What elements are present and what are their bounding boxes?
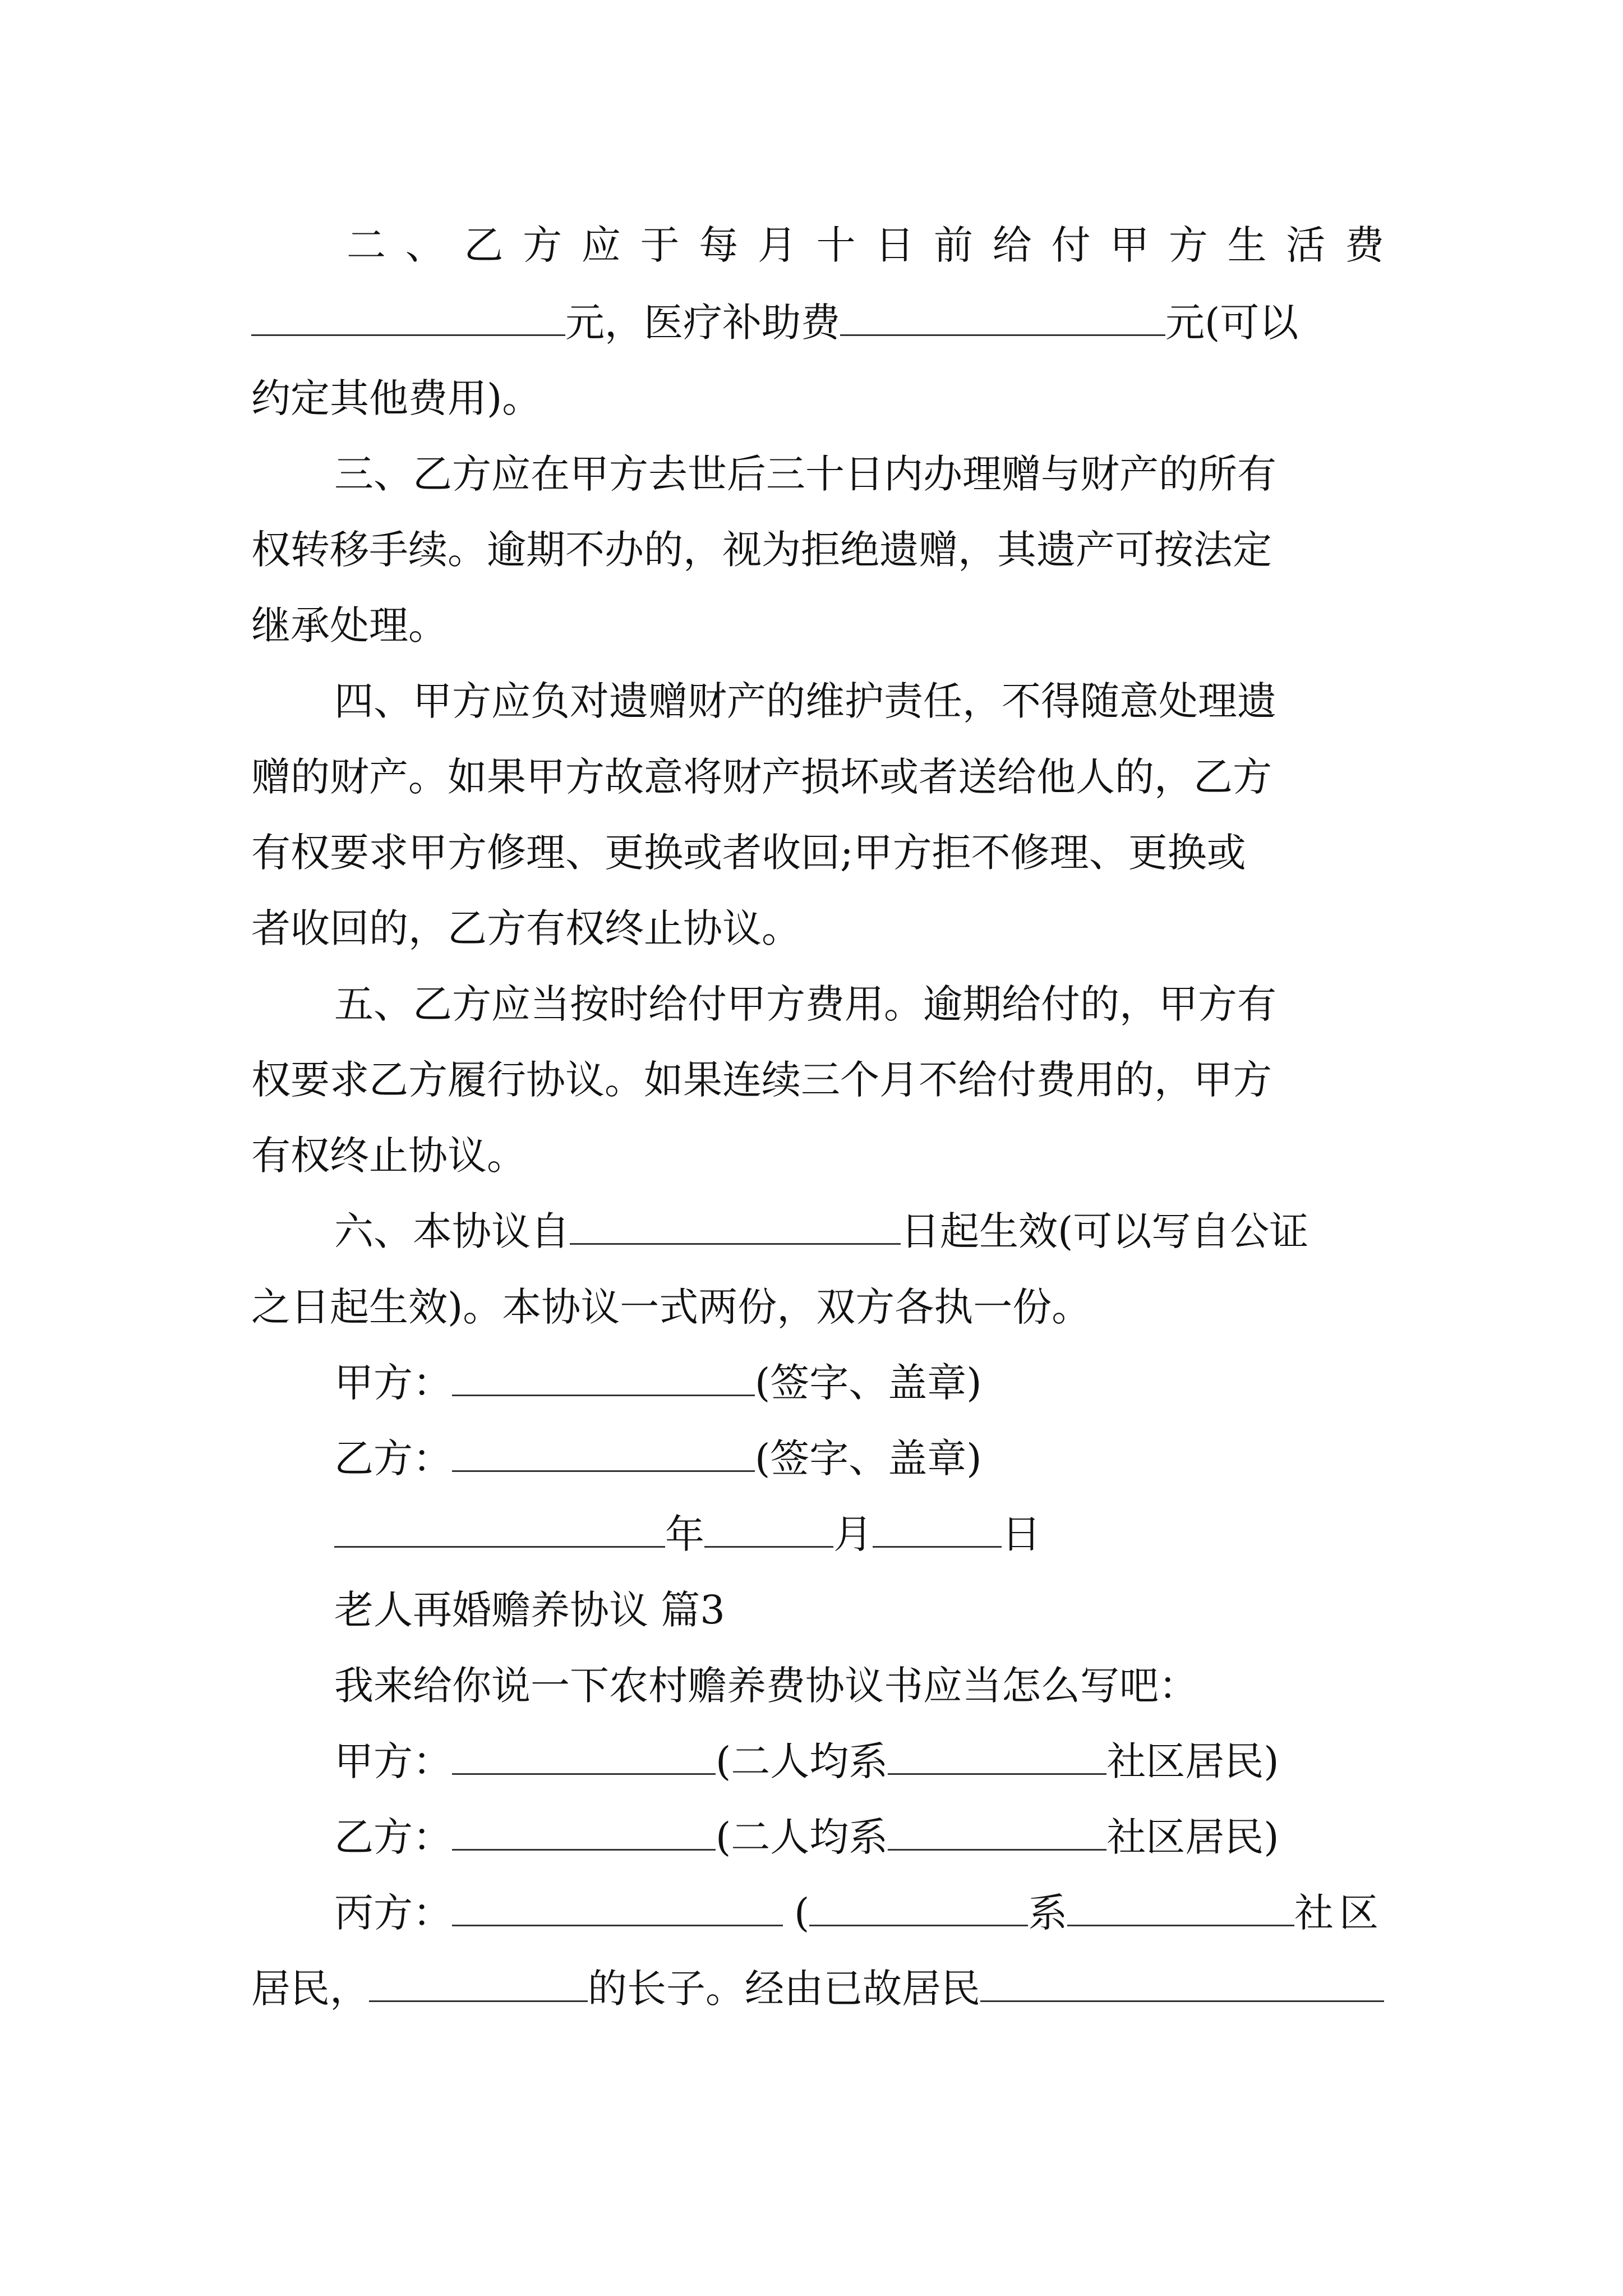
clause-5-text-2: 权要求乙方履行协议。如果连续三个月不给付费用的，甲方 bbox=[251, 1057, 1272, 1103]
clause-6-line-1 bbox=[251, 1200, 1384, 1262]
year-blank[interactable] bbox=[334, 1545, 665, 1548]
section-3-heading bbox=[251, 1579, 1384, 1641]
clause-4-line-3 bbox=[251, 822, 1384, 884]
s3-party-c-community: 社区 bbox=[1294, 1890, 1384, 1936]
s3-party-c-label: 丙方： bbox=[334, 1890, 452, 1936]
clause-4-text-3: 有权要求甲方修理、更换或者收回;甲方拒不修理、更换或 bbox=[251, 830, 1246, 876]
party-b-sign-blank[interactable] bbox=[452, 1470, 755, 1472]
s3-party-c-community-blank[interactable] bbox=[1067, 1924, 1294, 1926]
section-3-intro-text: 我来给你说一下农村赡养费协议书应当怎么写吧： bbox=[334, 1663, 1198, 1709]
clause-4-text-4: 者收回的，乙方有权终止协议。 bbox=[251, 905, 801, 951]
signature-party-b bbox=[251, 1428, 1384, 1489]
s3-party-c-xi: 系 bbox=[1028, 1890, 1068, 1936]
s3-deceased-name-blank[interactable] bbox=[980, 2000, 1384, 2002]
clause-3-text-2: 权转移手续。逾期不办的，视为拒绝遗赠，其遗产可按法定 bbox=[251, 527, 1272, 573]
section-3-title: 老人再婚赡养协议 篇3 bbox=[334, 1587, 725, 1633]
s3-resident-label: 居民， bbox=[251, 1966, 369, 2012]
s3-parent-name-blank[interactable] bbox=[369, 2000, 588, 2002]
signature-date bbox=[251, 1503, 1384, 1565]
clause-4-line-1 bbox=[251, 670, 1384, 732]
clause-3-text-1: 三、乙方应在甲方去世后三十日内办理赠与财产的所有 bbox=[334, 451, 1276, 497]
medical-subsidy-blank[interactable] bbox=[840, 334, 1165, 336]
clause-5-text-3: 有权终止协议。 bbox=[251, 1133, 526, 1179]
clause-2-tail: 约定其他费用)。 bbox=[251, 375, 542, 421]
clause-3-line-1 bbox=[251, 443, 1384, 505]
s3-party-b-name-blank[interactable] bbox=[452, 1848, 716, 1851]
s3-party-c-origin-blank[interactable] bbox=[809, 1924, 1028, 1926]
clause-6-line-2 bbox=[251, 1276, 1384, 1338]
s3-eldest-son-text: 的长子。经由已故居民 bbox=[588, 1966, 980, 2012]
s3-party-b-origin-blank[interactable] bbox=[888, 1848, 1106, 1851]
s3-party-b-label: 乙方： bbox=[334, 1814, 452, 1860]
clause-2-line-2 bbox=[251, 292, 1384, 353]
clause-6-prefix: 六、本协议自 bbox=[334, 1208, 570, 1254]
party-b-label: 乙方： bbox=[334, 1435, 452, 1481]
day-blank[interactable] bbox=[873, 1545, 1002, 1548]
s3-party-a-label: 甲方： bbox=[334, 1738, 452, 1784]
s3-party-c-name-blank[interactable] bbox=[452, 1924, 783, 1926]
party-a-sign-note: (签字、盖章) bbox=[755, 1360, 982, 1406]
clause-6-text-2: 之日起生效)。本协议一式两份，双方各执一份。 bbox=[251, 1284, 1091, 1330]
clause-6-suffix: 日起生效(可以写自公证 bbox=[901, 1208, 1309, 1254]
clause-4-text-2: 赠的财产。如果甲方故意将财产损坏或者送给他人的，乙方 bbox=[251, 754, 1272, 800]
clause-4-text-1: 四、甲方应负对遗赠财产的维护责任，不得随意处理遗 bbox=[334, 678, 1276, 724]
s3-party-b-both-from: (二人均系 bbox=[716, 1814, 888, 1860]
section-3-party-c bbox=[251, 1882, 1384, 1944]
signature-party-a bbox=[251, 1352, 1384, 1414]
s3-party-a-community: 社区居民) bbox=[1106, 1738, 1279, 1784]
party-a-sign-blank[interactable] bbox=[452, 1394, 755, 1396]
clause-3-text-3: 继承处理。 bbox=[251, 602, 448, 648]
section-3-party-c-line-2 bbox=[251, 1958, 1384, 2019]
year-label: 年 bbox=[665, 1511, 704, 1557]
clause-2-line-1 bbox=[251, 214, 1384, 276]
clause-4-line-2 bbox=[251, 746, 1384, 808]
living-expense-blank[interactable] bbox=[251, 334, 565, 336]
party-b-sign-note: (签字、盖章) bbox=[755, 1435, 982, 1481]
month-blank[interactable] bbox=[704, 1545, 833, 1548]
effective-date-blank[interactable] bbox=[570, 1243, 901, 1245]
clause-5-line-1 bbox=[251, 973, 1384, 1035]
clause-5-text-1: 五、乙方应当按时给付甲方费用。逾期给付的，甲方有 bbox=[334, 981, 1276, 1027]
clause-4-line-4 bbox=[251, 898, 1384, 959]
clause-2-yuan-optional: 元(可以 bbox=[1165, 300, 1299, 346]
clause-5-line-3 bbox=[251, 1125, 1384, 1186]
day-label: 日 bbox=[1002, 1511, 1041, 1557]
s3-party-b-community: 社区居民) bbox=[1106, 1814, 1279, 1860]
clause-2-text: 二 、 乙 方 应 于 每 月 十 日 前 给 付 甲 方 生 活 费 bbox=[347, 222, 1384, 268]
party-a-label: 甲方： bbox=[334, 1360, 452, 1406]
clause-2-yuan-medical: 元，医疗补助费 bbox=[565, 300, 840, 346]
section-3-intro bbox=[251, 1655, 1384, 1717]
section-3-party-b bbox=[251, 1806, 1384, 1868]
section-3-party-a bbox=[251, 1731, 1384, 1792]
month-label: 月 bbox=[833, 1511, 873, 1557]
s3-party-a-name-blank[interactable] bbox=[452, 1773, 716, 1775]
clause-5-line-2 bbox=[251, 1049, 1384, 1111]
s3-party-c-paren: ( bbox=[794, 1890, 810, 1936]
s3-party-a-origin-blank[interactable] bbox=[888, 1773, 1106, 1775]
clause-3-line-3 bbox=[251, 595, 1384, 656]
s3-party-a-both-from: (二人均系 bbox=[716, 1738, 888, 1784]
clause-3-line-2 bbox=[251, 519, 1384, 581]
clause-2-line-3 bbox=[251, 367, 1384, 429]
